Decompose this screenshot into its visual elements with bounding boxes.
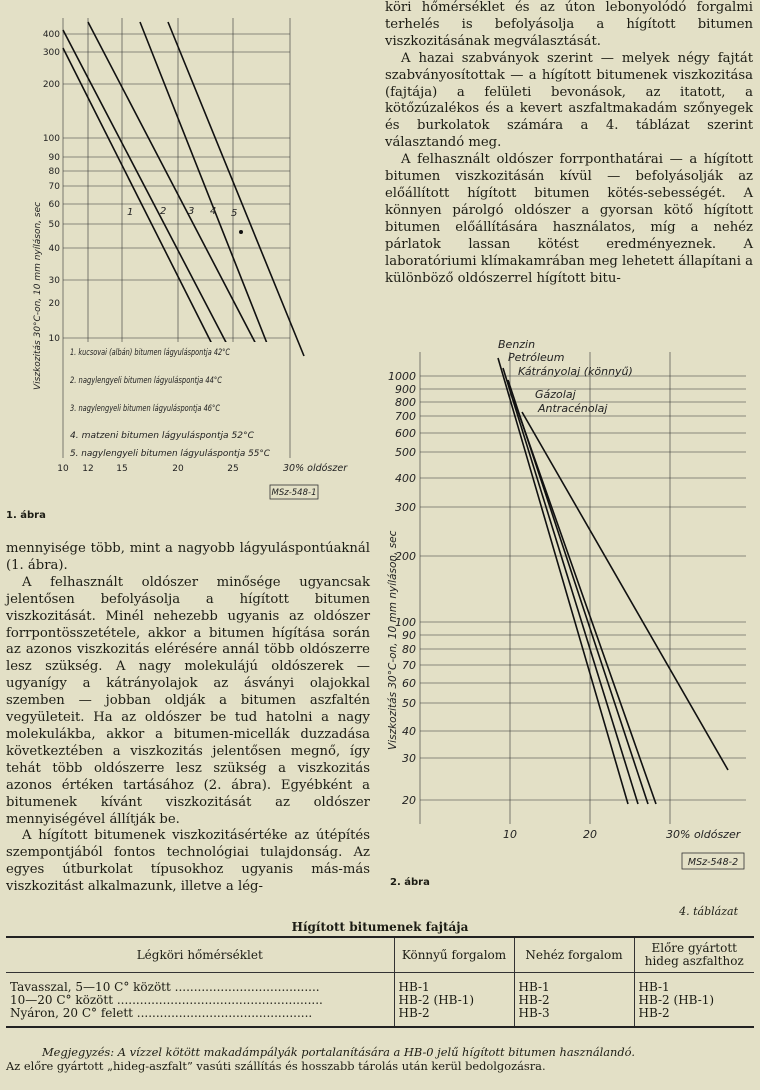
- paragraph: mennyisége több, mint a nagyobb lágyuláspontúaknál (1. ábra).: [6, 541, 370, 573]
- fig1-line-3: [88, 22, 258, 348]
- fig1-ytick: 10: [48, 334, 60, 344]
- figure-2-chart: [370, 330, 760, 900]
- fig2-series-label: Kátrányolaj (könnyű): [518, 365, 633, 378]
- paragraph: köri hőmérséklet és az úton lebonyolódó forgalmi terhelés is befolyásolja a hígított bitumen viszkozitásának megválasztását.: [385, 0, 753, 49]
- fig1-legend-item: 1. kucsovai (albán) bitumen lágyuláspontja 42°C: [70, 348, 230, 358]
- table-number: 4. táblázat: [679, 905, 738, 918]
- note-line: Az előre gyártott „hideg-aszfalt” vasúti szállítás és hosszabb tárolás után kerül bedolgozásra.: [6, 1059, 546, 1073]
- table-cell-light: [394, 973, 514, 1025]
- figure-1-chart: [0, 0, 360, 520]
- fig1-xlabel: 30% oldószer: [283, 463, 348, 474]
- table-cell: HB-1: [398, 980, 430, 994]
- text-top-right: [385, 0, 753, 287]
- table-cell: HB-2: [638, 1006, 670, 1020]
- fig2-series-label: Gázolaj: [535, 388, 576, 401]
- fig1-ytick: 400: [42, 30, 60, 40]
- fig2-line-gazolaj: [514, 400, 656, 804]
- fig1-xtick: 15: [116, 464, 128, 474]
- fig2-xtick: 20: [583, 828, 597, 841]
- table-header: Könnyű forgalom: [394, 937, 514, 973]
- fig2-ytick: 800: [395, 396, 416, 409]
- table-note: [6, 1045, 754, 1073]
- fig2-series-label: Petróleum: [508, 351, 565, 364]
- fig1-line-label: 5: [231, 208, 238, 219]
- table-cell-heavy: [514, 973, 634, 1025]
- fig2-ytick: 700: [395, 410, 416, 423]
- fig1-legend-item: 2. nagylengyeli bitumen lágyuláspontja 44°C: [70, 376, 222, 386]
- fig2-code: MSz-548-2: [687, 857, 739, 868]
- table-header: Előre gyártott hideg aszfalthoz: [634, 937, 754, 973]
- table-cell-pre: [634, 973, 754, 1025]
- fig2-xtick: 10: [503, 828, 517, 841]
- table-cell: Nyáron, 20 C° felett ..............................................: [10, 1006, 313, 1020]
- figure-2-caption: 2. ábra: [390, 877, 430, 888]
- fig1-ytick: 70: [48, 182, 60, 192]
- fig2-ytick: 600: [395, 427, 416, 440]
- text-bottom-left: [6, 541, 370, 896]
- fig2-ytick: 300: [395, 501, 416, 514]
- fig2-ytick: 100: [395, 616, 416, 629]
- fig1-xtick: 12: [82, 464, 94, 474]
- fig1-ytick: 20: [48, 299, 60, 309]
- fig2-ytick: 60: [402, 677, 416, 690]
- fig1-legend-item: 3. nagylengyeli bitumen lágyuláspontja 46°C: [70, 404, 220, 414]
- fig1-line-1: [63, 48, 216, 352]
- table-header: Légköri hőmérséklet: [6, 937, 394, 973]
- fig1-ytick: 90: [48, 153, 60, 163]
- fig1-line-label: 2: [160, 206, 167, 217]
- table-cell: HB-1: [518, 980, 550, 994]
- fig1-legend-item: 5. nagylengyeli bitumen lágyuláspontja 55°C: [70, 449, 270, 459]
- fig1-code: MSz-548-1: [271, 488, 317, 498]
- paragraph: A felhasznált oldószer forrponthatárai — a hígított bitumen viszkozitásán kívül — befolyásolják az előállított hígított bitumen kötés-sebességét. A könnyen párolgó oldószer a gyorsan kötő hígított bitumen előállítására használatos, míg a nehéz párlatok lassan kötést eredményeznek. A laboratóriumi klímakamrában meg lehetett állapítani a különböző oldószerrel hígított bitu-: [385, 152, 754, 286]
- fig1-line-label: 3: [188, 206, 195, 217]
- fig1-legend-item: 4. matzeni bitumen lágyuláspontja 52°C: [70, 431, 255, 441]
- fig1-ytick: 50: [48, 220, 60, 230]
- fig1-ytick: 60: [48, 200, 60, 210]
- fig1-xtick: 10: [57, 464, 69, 474]
- table-cell: Tavasszal, 5—10 C° között ......................................: [10, 980, 320, 994]
- fig2-ytick: 80: [402, 643, 416, 656]
- table-cell: HB-2: [398, 1006, 430, 1020]
- paragraph: A felhasznált oldószer minősége ugyancsak jelentősen befolyásolja a hígított bitumen viszkozitását. Minél nehezebb ugyanis az oldószer forrpontösszetétele, akkor a bitumen hígítása során az azonos viszkozitás elérésére annál több oldószerre lesz szükség. A nagy molekulájú oldószerek — ugyanígy a kátrányolajok az ásványi olajokkal szemben — jobban oldják a bitumen aszfaltén vegyületeit. Ha az oldószer be tud hatolni a nagy molekulákba, akkor a bitumen-micellák duzzadása következtében a viszkozitás jelentősen megnő, így tehát több oldószerre lesz szükség a viszkozitás azonos értéken tartásához (2. ábra). Egyébként a bitumenek kívánt viszkozitását az oldószer mennyiségével állítják be.: [6, 574, 370, 827]
- table-header-row: [6, 937, 754, 973]
- fig2-line-benzin: [498, 358, 628, 804]
- table-cell: HB-2: [518, 993, 550, 1007]
- fig2-ytick: 50: [402, 697, 416, 710]
- fig1-xtick: 20: [172, 464, 184, 474]
- table-cell-labels: [6, 973, 394, 1025]
- table-cell: HB-1: [638, 980, 670, 994]
- table-body-row: [6, 973, 754, 1025]
- table-cell: HB-2 (HB-1): [398, 993, 475, 1007]
- fig1-ytick: 30: [48, 276, 60, 286]
- fig2-ytick: 40: [402, 725, 416, 738]
- figure-1-caption: 1. ábra: [6, 510, 46, 521]
- fig2-ytick: 900: [395, 383, 416, 396]
- fig1-line-label: 1: [127, 207, 134, 218]
- fig1-ytick: 300: [42, 48, 60, 58]
- fig2-ytick: 500: [395, 446, 416, 459]
- fig2-line-petroleum: [503, 368, 638, 804]
- fig1-line-4: [140, 22, 272, 356]
- fig2-ytick: 200: [395, 550, 416, 563]
- fig1-ytick: 100: [42, 134, 60, 144]
- table-cell: HB-2 (HB-1): [638, 993, 715, 1007]
- fig2-ytick: 90: [402, 629, 416, 642]
- fig2-series-label: Antracénolaj: [538, 402, 608, 415]
- table-cell: 10—20 C° között ......................................................: [10, 993, 323, 1007]
- fig2-ytick: 70: [402, 659, 416, 672]
- fig2-ytick: 400: [395, 472, 416, 485]
- note-line: Megjegyzés: A vízzel kötött makadámpályák portalanítására a HB-0 jelű hígított bitumen használandó.: [42, 1045, 635, 1059]
- paragraph: A hazai szabványok szerint — melyek négy fajtát szabványosítottak — a hígított bitumenek viszkozitása (fajtája) a felületi bevonások, az itatott, a kötőzúzalékos és a kevert aszfaltmakadám szőnyegek és burkolatok számára a 4. táblázat szerint választandó meg.: [385, 50, 753, 151]
- fig2-ytick: 20: [402, 794, 416, 807]
- fig1-ylabel: Viszkozitás 30°C-on, 10 mm nyíláson, sec: [33, 201, 43, 390]
- fig1-ytick: 80: [48, 167, 60, 177]
- fig2-ylabel: Viszkozitás 30°C-on, 10 mm nyíláson, sec: [387, 530, 399, 750]
- fig2-ytick: 30: [402, 752, 416, 765]
- fig2-xlabel: 30% oldószer: [666, 828, 741, 841]
- fig1-line-label: 4: [210, 206, 217, 217]
- table-title: Hígított bitumenek fajtája: [291, 920, 469, 934]
- fig1-xtick: 25: [227, 464, 239, 474]
- fig2-ytick: 1000: [388, 370, 416, 383]
- fig2-series-label: Benzin: [498, 338, 536, 351]
- fig1-ytick: 40: [48, 244, 60, 254]
- table-cell: HB-3: [518, 1006, 550, 1020]
- paragraph: A hígított bitumenek viszkozitásértéke az útépítés szempontjából fontos technológiai tulajdonság. Az egyes útburkolat típusokhoz ugyanis más-más viszkozitást alkalmazunk, illetve a lég-: [6, 828, 370, 895]
- table-header: Nehéz forgalom: [514, 937, 634, 973]
- bitumen-table: [6, 936, 754, 1028]
- fig1-ytick: 200: [42, 80, 60, 90]
